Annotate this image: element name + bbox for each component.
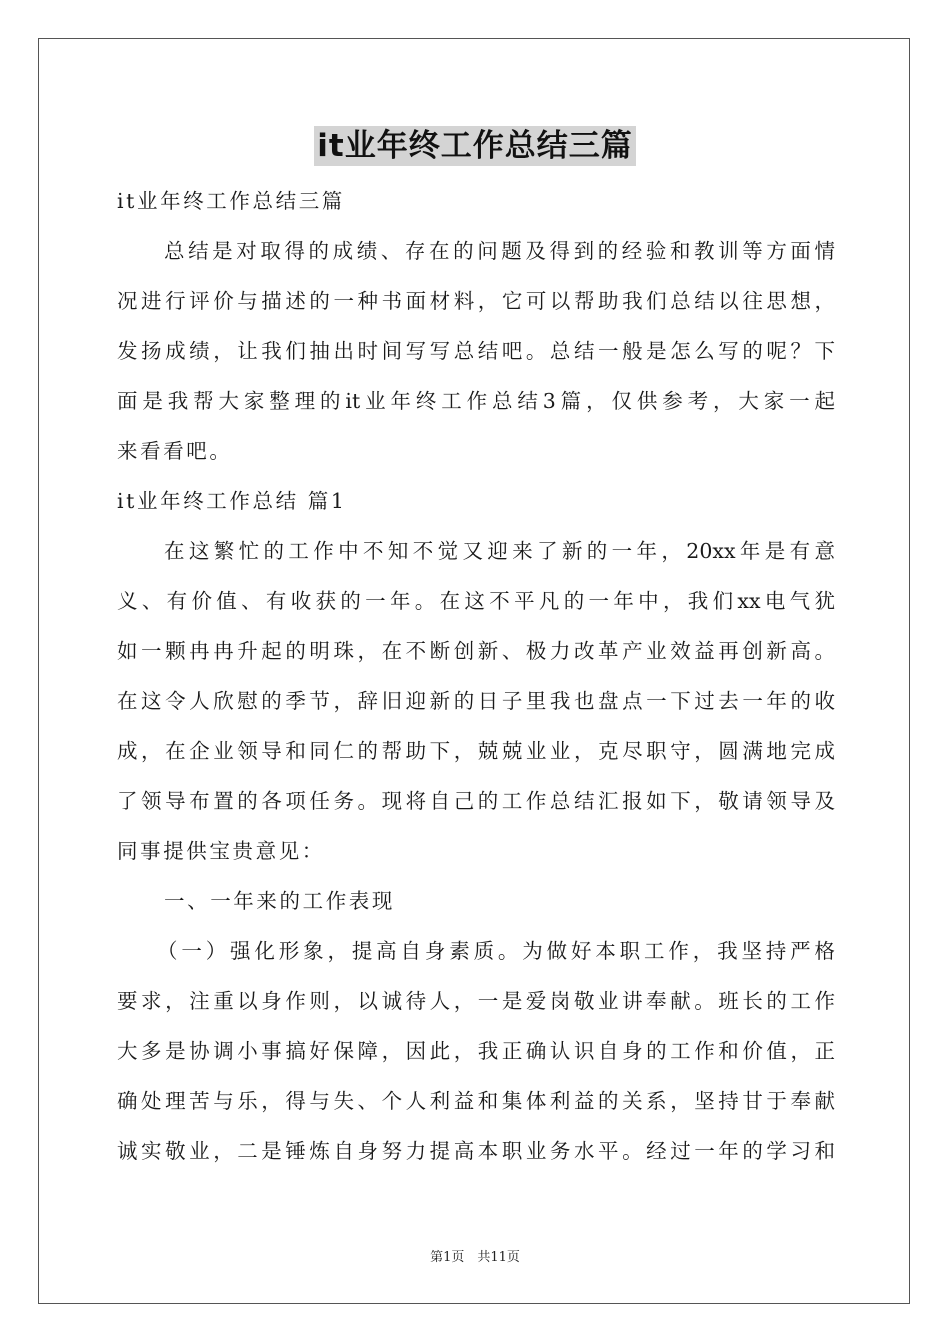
paragraph-line: 如一颗冉冉升起的明珠，在不断创新、极力改革产业效益再创新高。	[117, 639, 835, 663]
paragraph-line: 同事提供宝贵意见：	[117, 839, 325, 863]
paragraph-line: 义、有价值、有收获的一年。在这不平凡的一年中，我们xx电气犹	[117, 589, 835, 613]
paragraph-line: 成，在企业领导和同仁的帮助下，兢兢业业，克尽职守，圆满地完成	[117, 739, 835, 763]
paragraph-line: 确处理苦与乐，得与失、个人利益和集体利益的关系，坚持甘于奉献	[117, 1089, 835, 1113]
document-title: it业年终工作总结三篇	[314, 126, 635, 166]
paragraph-line: 诚实敬业，二是锤炼自身努力提高本职业务水平。经过一年的学习和	[117, 1139, 835, 1163]
paragraph-line: （一）强化形象，提高自身素质。为做好本职工作，我坚持严格	[157, 939, 835, 963]
paragraph-line: 了领导布置的各项任务。现将自己的工作总结汇报如下，敬请领导及	[117, 789, 835, 813]
paragraph-line: 在这令人欣慰的季节，辞旧迎新的日子里我也盘点一下过去一年的收	[117, 689, 835, 713]
document-body	[117, 183, 835, 1183]
paragraph-line: 况进行评价与描述的一种书面材料，它可以帮助我们总结以往思想，	[117, 289, 835, 313]
page-footer: 第1页 共11页	[430, 1250, 520, 1265]
paragraph-line: 要求，注重以身作则，以诚待人，一是爱岗敬业讲奉献。班长的工作	[117, 989, 835, 1013]
paragraph-line: 大多是协调小事搞好保障，因此，我正确认识自身的工作和价值，正	[117, 1039, 835, 1063]
paragraph-line: 来看看吧。	[117, 439, 233, 463]
paragraph-line: 总结是对取得的成绩、存在的问题及得到的经验和教训等方面情	[164, 239, 835, 263]
paragraph-line: 发扬成绩，让我们抽出时间写写总结吧。总结一般是怎么写的呢？下	[117, 339, 835, 363]
title-container	[0, 126, 950, 166]
subsection-heading: 一、一年来的工作表现	[164, 889, 395, 913]
paragraph-line: 面是我帮大家整理的it业年终工作总结3篇，仅供参考，大家一起	[117, 389, 835, 413]
section-heading: it业年终工作总结 篇1	[117, 489, 347, 513]
subtitle-line: it业年终工作总结三篇	[117, 189, 345, 213]
paragraph-line: 在这繁忙的工作中不知不觉又迎来了新的一年，20xx年是有意	[164, 539, 835, 563]
